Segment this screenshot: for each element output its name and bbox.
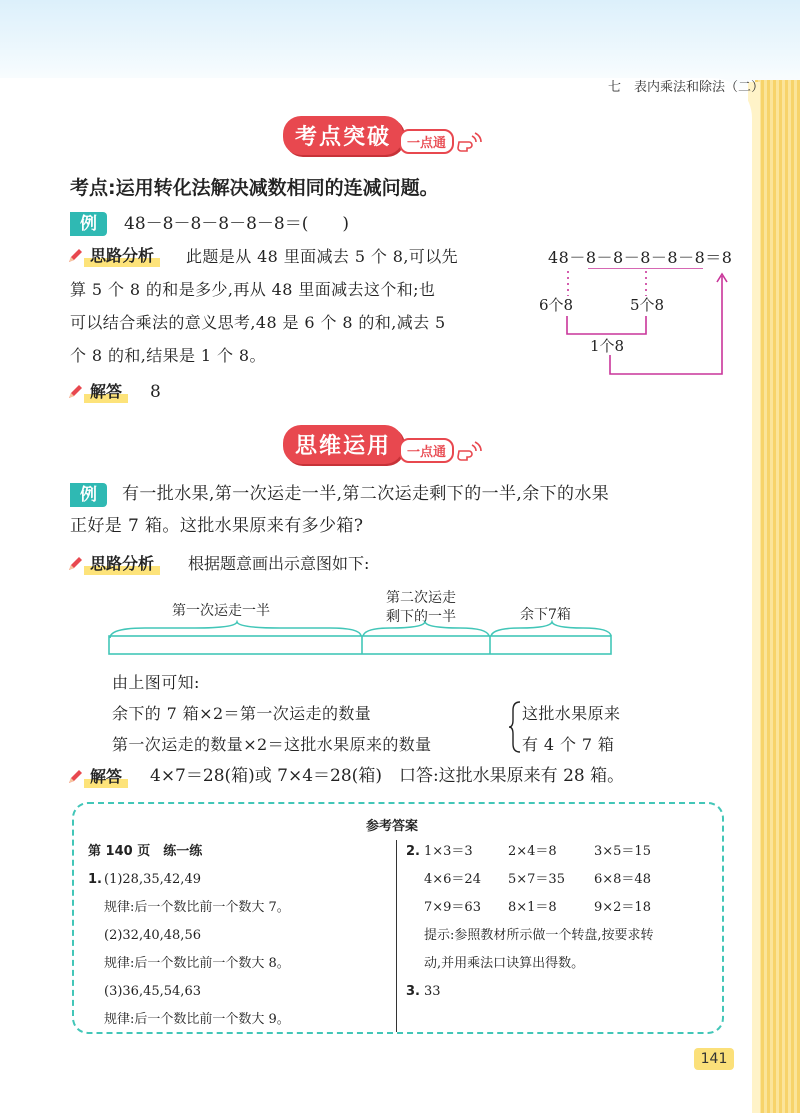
chapter-header: 七 表内乘法和除法（二） (608, 80, 765, 95)
example-line: 有一批水果,第一次运走一半,第二次运走剩下的一半,余下的水果 (122, 484, 610, 504)
bar-diagram (105, 620, 615, 660)
answers-title: 参考答案 (366, 819, 419, 834)
brace-text: 有 4 个 7 箱 (522, 735, 615, 754)
answer-text: 4×7＝28(箱)或 7×4＝28(箱) 口答:这批水果原来有 28 箱。 (150, 766, 625, 786)
step-line: 由上图可知: (112, 673, 200, 692)
pointing-hand-icon (456, 439, 482, 463)
answer-line: 规律:后一个数比前一个数大 9。 (104, 1012, 290, 1027)
example-tag: 例 (70, 212, 107, 236)
bar-label-first: 第一次运走一半 (172, 603, 270, 619)
brace-icon (508, 700, 522, 754)
answer-cell: 7×9＝63 (424, 900, 481, 915)
section-badge-siwei (283, 425, 482, 464)
answer-cell: 2×4＝8 (508, 844, 557, 859)
badge-title: 思维运用 (283, 425, 403, 464)
hint-line: 动,并用乘法口诀算出得数。 (424, 956, 585, 971)
answer-label: 解答 (84, 766, 128, 788)
example-equation: 48－8－8－8－8－8＝( ) (124, 214, 349, 234)
answer-cell: 5×7＝35 (508, 872, 565, 887)
hint-line: 提示:参照教材所示做一个转盘,按要求转 (424, 928, 654, 943)
answer-item-number: 1. (88, 872, 102, 887)
kaodian-heading: 考点:运用转化法解决减数相同的连减问题。 (70, 177, 439, 199)
analysis-line: 个 8 的和,结果是 1 个 8。 (70, 346, 266, 365)
answer-line: (1)28,35,42,49 (104, 872, 201, 887)
analysis-line: 可以结合乘法的意义思考,48 是 6 个 8 的和,减去 5 (70, 313, 446, 332)
analysis-label: 思路分析 (84, 245, 160, 267)
answer-line: 规律:后一个数比前一个数大 8。 (104, 956, 290, 971)
analysis-line: 此题是从 48 里面减去 5 个 8,可以先 (186, 247, 459, 266)
answer-cell: 9×2＝18 (594, 900, 651, 915)
analysis-label: 思路分析 (84, 553, 160, 575)
step-line: 余下的 7 箱×2＝第一次运走的数量 (112, 704, 372, 723)
diagram-label-right: 5个8 (630, 296, 665, 314)
answer-line: (3)36,45,54,63 (104, 984, 201, 999)
answer-item-number: 2. (406, 844, 420, 859)
pencil-icon (66, 383, 84, 401)
diagram-equation: 48－8－8－8－8－8＝8 (548, 248, 733, 267)
answers-left-heading: 第 140 页 练一练 (88, 844, 203, 859)
diagram-label-left: 6个8 (539, 296, 574, 314)
answer-cell: 6×8＝48 (594, 872, 651, 887)
answer-label: 解答 (84, 381, 128, 403)
answer-cell: 3×5＝15 (594, 844, 651, 859)
example-tag: 例 (70, 483, 107, 507)
page-edge-stack (755, 80, 800, 1113)
answer-item-number: 3. (406, 984, 420, 999)
pencil-icon (66, 768, 84, 786)
diagram-lines (540, 268, 740, 378)
badge-subtitle: 一点通 (399, 129, 454, 154)
analysis-text: 根据题意画出示意图如下: (188, 554, 370, 573)
answer-cell: 33 (424, 984, 441, 999)
answers-divider (396, 840, 397, 1032)
badge-title: 考点突破 (283, 116, 403, 155)
answer-cell: 1×3＝3 (424, 844, 473, 859)
example-line: 正好是 7 箱。这批水果原来有多少箱? (70, 516, 364, 536)
bar-label-third: 余下7箱 (520, 607, 571, 623)
pencil-icon (66, 247, 84, 265)
answer-line: 规律:后一个数比前一个数大 7。 (104, 900, 290, 915)
answer-cell: 8×1＝8 (508, 900, 557, 915)
brace-text: 这批水果原来 (522, 704, 621, 723)
pointing-hand-icon (456, 130, 482, 154)
analysis-line: 算 5 个 8 的和是多少,再从 48 里面减去这个和;也 (70, 280, 436, 299)
pencil-icon (66, 555, 84, 573)
section-badge-kaodian (283, 116, 482, 155)
step-line: 第一次运走的数量×2＝这批水果原来的数量 (112, 735, 432, 754)
badge-subtitle: 一点通 (399, 438, 454, 463)
diagram-label-bottom: 1个8 (590, 337, 625, 355)
page-number: 141 (694, 1048, 734, 1070)
answer-cell: 4×6＝24 (424, 872, 481, 887)
answer-value: 8 (150, 382, 161, 402)
bar-label-second-top: 第二次运走 (386, 590, 456, 606)
bar-label-second-bottom: 剩下的一半 (386, 609, 456, 625)
answer-line: (2)32,40,48,56 (104, 928, 201, 943)
